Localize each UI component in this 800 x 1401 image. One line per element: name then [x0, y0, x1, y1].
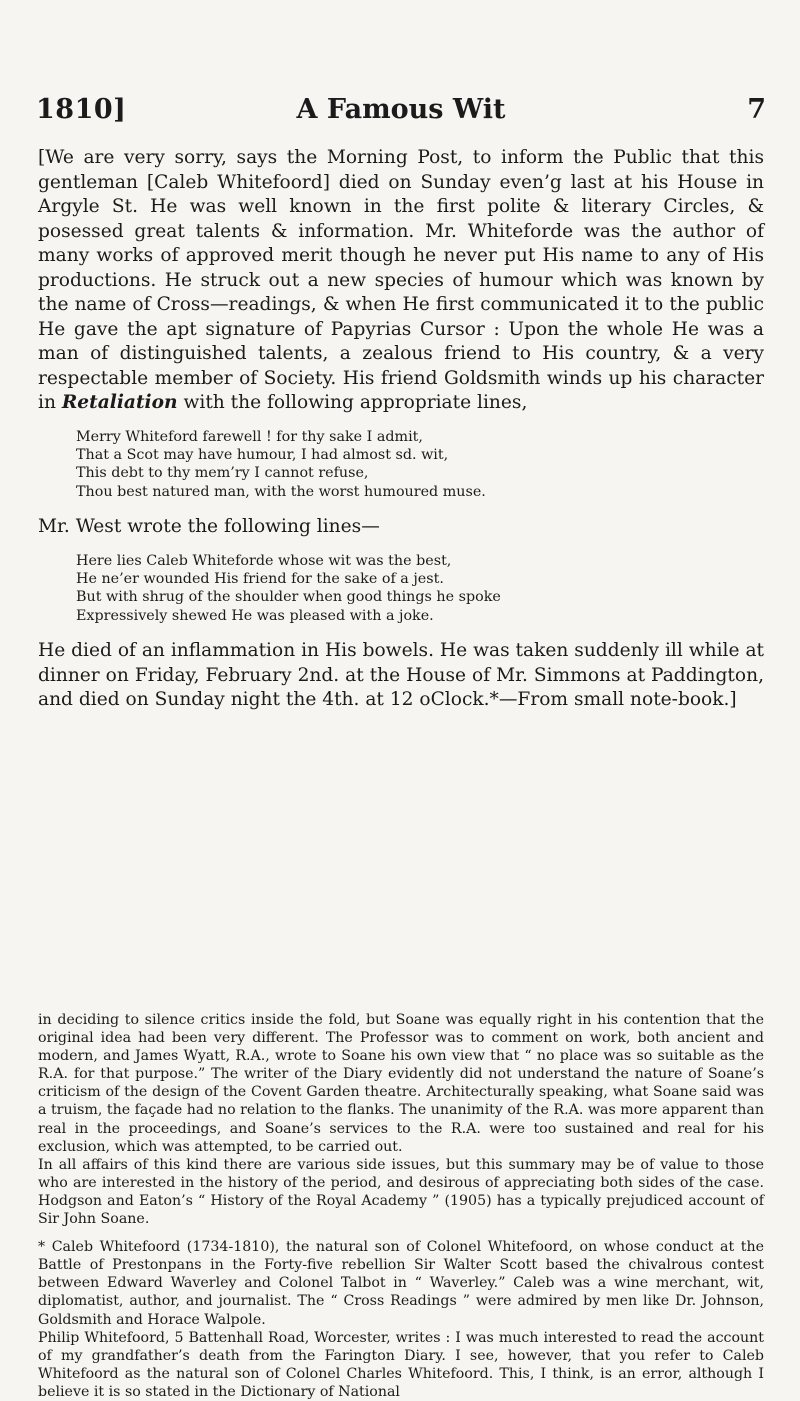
- retaliation-title: Retaliation: [61, 392, 178, 413]
- verse-line: Merry Whiteford farewell ! for thy sake I admit,: [76, 428, 423, 445]
- paragraph-text: [We are very sorry, says the Morning Post, to inform the Public that this gentleman [Caleb Whitefoord] died on Sunday even’g last at his House in Argyle St. He was well known in the first polite & literary Circles, & posessed great talents & information. Mr. Whiteforde was the author of many works of approved merit though he never put His name to any of His productions. He struck out a new species of humour which was known by the name of Cross—readings, & when He first communicated it to the public He gave the apt signature of Papyrias Cursor : Upon the whole He was a man of distinguished talents, a zealous friend to His country, & a very respectable member of Society. His friend Goldsmith winds up his character in: [38, 147, 764, 413]
- west-intro: Mr. West wrote the following lines—: [38, 516, 380, 538]
- west-verse: [76, 552, 764, 626]
- verse-line: He ne’er wounded His friend for the sake of a jest.: [76, 571, 444, 588]
- commentary-paragraph: in deciding to silence critics inside the fold, but Soane was equally right in his contention that the original idea had been very different. The Professor was to comment on work, both ancient and modern, and James Wyatt, R.A., wrote to Soane his own view that “ no place was so suitable as the R.A. for that purpose.” The writer of the Diary evidently did not understand the nature of Soane’s criticism of the design of the Covent Garden theatre. Architecturally speaking, what Soane said was a truism, the façade had no relation to the flanks. The unanimity of the R.A. was more apparent than real in the proceedings, and Soane’s services to the R.A. were too sustained and real for his exclusion, which was attempted, to be carried out.: [38, 1012, 764, 1155]
- diary-extract: [38, 146, 764, 713]
- goldsmith-verse: [76, 428, 764, 502]
- footnote: * Caleb Whitefoord (1734-1810), the natural son of Colonel Whitefoord, on whose conduct at the Battle of Prestonpans in the Forty-five rebellion Sir Walter Scott based the chivalrous contest between Edward Waverley and Colonel Talbot in “ Waverley.” Caleb was a wine merchant, wit, diplomatist, author, and journalist. The “ Cross Readings ” were admired by men like Dr. Johnson, Goldsmith and Horace Walpole.: [38, 1239, 764, 1328]
- running-head: [36, 94, 766, 134]
- verse-line: Thou best natured man, with the worst humoured muse.: [76, 483, 486, 500]
- commentary-paragraph: In all affairs of this kind there are various side issues, but this summary may be of value to those who are interested in the history of the period, and desirous of appreciating both sides of the case. Hodgson and Eaton’s “ History of the Royal Academy ” (1905) has a typically prejudiced account of Sir John Soane.: [38, 1156, 764, 1228]
- verse-line: Expressively shewed He was pleased with a joke.: [76, 607, 434, 624]
- commentary-section: [38, 1011, 764, 1401]
- page-number: 7: [747, 94, 766, 125]
- death-paragraph: He died of an inflammation in His bowels. He was taken suddenly ill while at dinner on Friday, February 2nd. at the House of Mr. Simmons at Paddington, and died on Sunday night the 4th. at 12 oClock.*—From small note-book.]: [38, 640, 764, 711]
- paragraph-text-end: with the following appropriate lines,: [183, 392, 528, 413]
- footnote-letter: Philip Whitefoord, 5 Battenhall Road, Worcester, writes : I was much interested to read the account of my grandfather’s death from the Farington Diary. I see, however, that you refer to Caleb Whitefoord as the natural son of Colonel Charles Whitefoord. This, I think, is an error, although I believe it is so stated in the Dictionary of National: [38, 1329, 764, 1400]
- header-year: 1810]: [36, 94, 127, 125]
- verse-line: This debt to thy mem’ry I cannot refuse,: [76, 465, 369, 482]
- page-title: A Famous Wit: [296, 94, 506, 125]
- verse-line: But with shrug of the shoulder when good things he spoke: [76, 589, 501, 606]
- morning-post-paragraph: [38, 146, 764, 416]
- verse-line: Here lies Caleb Whiteforde whose wit was the best,: [76, 552, 452, 569]
- verse-line: That a Scot may have humour, I had almost sd. wit,: [76, 446, 449, 463]
